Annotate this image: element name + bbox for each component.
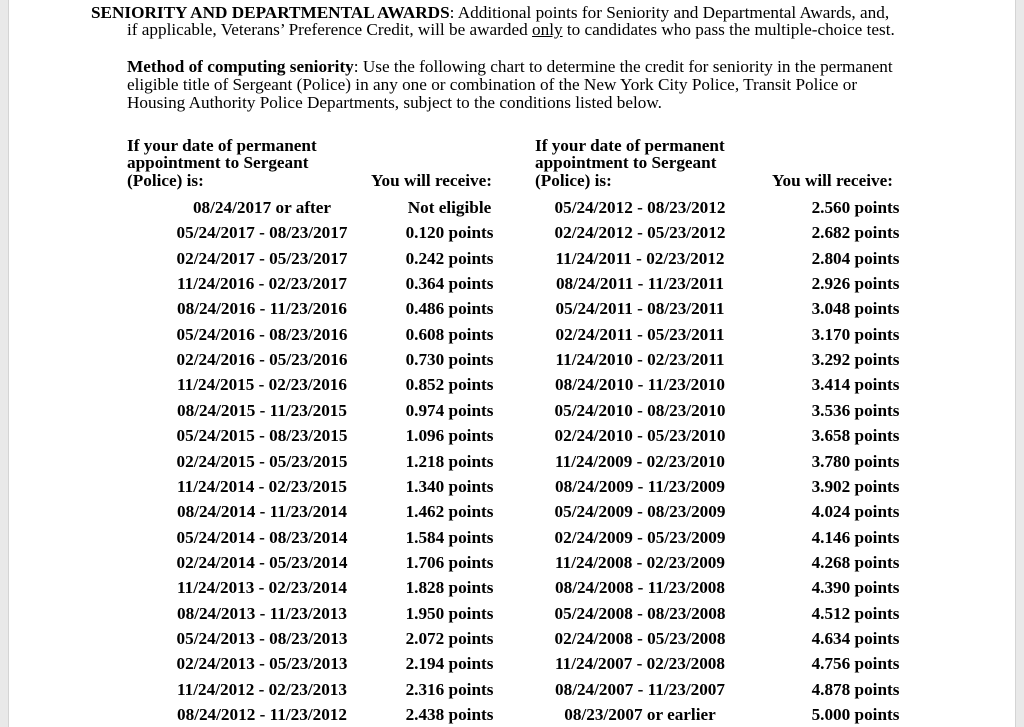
method-line1-text: : Use the following chart to determine the credit for seniority in the permanent	[353, 57, 893, 76]
right-points-cell: 4.756 points	[811, 654, 900, 674]
right-date-header-line2: appointment to Sergeant	[535, 153, 717, 172]
left-points-cell: 0.486 points	[405, 299, 494, 319]
right-points-cell: 3.658 points	[811, 426, 900, 446]
right-date-range-cell: 11/24/2011 - 02/23/2012	[555, 248, 725, 268]
awards-heading: SENIORITY AND DEPARTMENTAL AWARDS	[91, 3, 450, 22]
right-points-cell: 2.926 points	[811, 274, 900, 294]
method-paragraph-line1	[127, 58, 893, 76]
right-points-cell: 3.170 points	[811, 324, 900, 344]
right-date-range-cell: 11/24/2009 - 02/23/2010	[555, 451, 725, 471]
left-date-range-cell: 08/24/2012 - 11/23/2012	[177, 705, 347, 724]
right-date-range-cell: 08/24/2011 - 11/23/2011	[555, 274, 725, 294]
left-date-range-cell: 11/24/2016 - 02/23/2017	[177, 274, 347, 294]
right-date-range-cell: 08/24/2007 - 11/23/2007	[555, 679, 725, 699]
right-date-range-cell: 05/24/2009 - 08/23/2009	[554, 502, 726, 522]
left-points-cell: 0.974 points	[405, 400, 494, 420]
right-points-cell: 2.560 points	[811, 198, 900, 217]
left-points-cell: 0.242 points	[405, 248, 494, 268]
left-date-range-cell: 02/24/2017 - 05/23/2017	[176, 248, 348, 268]
right-points-header: You will receive:	[772, 171, 893, 190]
left-date-range-cell: 05/24/2016 - 08/23/2016	[176, 324, 348, 344]
left-date-range-cell: 08/24/2016 - 11/23/2016	[177, 299, 347, 319]
right-points-cell: 3.414 points	[811, 375, 900, 395]
right-date-range-cell: 08/24/2008 - 11/23/2008	[555, 578, 725, 598]
left-points-cell: 1.096 points	[405, 426, 494, 446]
left-date-range-cell: 08/24/2013 - 11/23/2013	[177, 603, 347, 623]
right-points-cell: 3.780 points	[811, 451, 900, 471]
right-date-range-cell: 02/24/2011 - 05/23/2011	[555, 324, 725, 344]
left-date-range-cell: 02/24/2016 - 05/23/2016	[176, 350, 348, 370]
left-points-cell: 2.438 points	[405, 705, 494, 724]
left-points-header: You will receive:	[371, 171, 492, 190]
left-date-range-cell: 02/24/2015 - 05/23/2015	[176, 451, 348, 471]
awards-line2-before: if applicable, Veterans’ Preference Credit, will be awarded	[127, 20, 532, 39]
left-points-cell: 2.316 points	[405, 679, 494, 699]
right-date-range-cell: 11/24/2007 - 02/23/2008	[555, 654, 725, 674]
right-points-cell: 5.000 points	[811, 705, 900, 724]
right-points-cell: 2.804 points	[811, 248, 900, 268]
left-points-cell: 1.218 points	[405, 451, 494, 471]
right-date-range-cell: 05/24/2008 - 08/23/2008	[554, 603, 726, 623]
awards-only-underlined: only	[532, 20, 563, 39]
left-date-range-cell: 05/24/2013 - 08/23/2013	[176, 628, 348, 648]
left-date-range-cell: 11/24/2012 - 02/23/2013	[177, 679, 347, 699]
right-points-cell: 4.146 points	[811, 527, 900, 547]
right-points-cell: 3.048 points	[811, 299, 900, 319]
right-date-range-cell: 02/24/2009 - 05/23/2009	[554, 527, 726, 547]
right-date-range-cell: 02/24/2012 - 05/23/2012	[554, 223, 726, 243]
left-points-cell: 0.120 points	[405, 223, 494, 243]
left-points-cell: Not eligible	[407, 198, 492, 217]
right-date-range-cell: 08/23/2007 or earlier	[564, 705, 716, 724]
right-points-cell: 3.902 points	[811, 476, 900, 496]
right-date-range-cell: 08/24/2009 - 11/23/2009	[555, 476, 725, 496]
left-points-cell: 1.706 points	[405, 552, 494, 572]
left-date-range-cell: 08/24/2017 or after	[192, 198, 332, 217]
left-date-range-cell: 05/24/2015 - 08/23/2015	[176, 426, 348, 446]
left-points-cell: 2.072 points	[405, 628, 494, 648]
right-points-cell: 4.878 points	[811, 679, 900, 699]
awards-text: : Additional points for Seniority and Departmental Awards, and,	[449, 3, 890, 22]
left-points-cell: 2.194 points	[405, 654, 494, 674]
left-date-range-cell: 08/24/2014 - 11/23/2014	[177, 502, 347, 522]
left-date-range-cell: 02/24/2014 - 05/23/2014	[176, 552, 348, 572]
left-points-cell: 1.462 points	[405, 502, 494, 522]
right-date-range-cell: 11/24/2008 - 02/23/2009	[555, 552, 725, 572]
right-date-range-cell: 05/24/2012 - 08/23/2012	[554, 198, 726, 217]
right-date-range-cell: 05/24/2011 - 08/23/2011	[555, 299, 725, 319]
left-points-cell: 1.950 points	[405, 603, 494, 623]
awards-paragraph-line2	[127, 21, 895, 39]
right-points-cell: 4.390 points	[811, 578, 900, 598]
right-date-header-line1: If your date of permanent	[535, 136, 725, 155]
left-date-range-cell: 02/24/2013 - 05/23/2013	[176, 654, 348, 674]
right-points-cell: 4.634 points	[811, 628, 900, 648]
left-date-range-cell: 11/24/2015 - 02/23/2016	[177, 375, 347, 395]
right-date-range-cell: 08/24/2010 - 11/23/2010	[555, 375, 725, 395]
right-points-cell: 4.024 points	[811, 502, 900, 522]
left-points-cell: 0.364 points	[405, 274, 494, 294]
method-paragraph-line2: eligible title of Sergeant (Police) in any one or combination of the New York City Police, Transit Police or	[127, 75, 858, 94]
right-date-header-line3: (Police) is:	[535, 171, 612, 190]
left-points-cell: 1.340 points	[405, 476, 494, 496]
left-date-range-cell: 05/24/2017 - 08/23/2017	[176, 223, 348, 243]
left-date-range-cell: 05/24/2014 - 08/23/2014	[176, 527, 348, 547]
left-points-cell: 0.730 points	[405, 350, 494, 370]
right-points-cell: 2.682 points	[811, 223, 900, 243]
right-points-cell: 4.268 points	[811, 552, 900, 572]
awards-line2-after: to candidates who pass the multiple-choice test.	[562, 20, 895, 39]
left-points-cell: 0.608 points	[405, 324, 494, 344]
right-date-range-cell: 11/24/2010 - 02/23/2011	[555, 350, 725, 370]
left-date-header-line1: If your date of permanent	[127, 136, 317, 155]
right-date-range-cell: 05/24/2010 - 08/23/2010	[554, 400, 726, 420]
method-paragraph-line3: Housing Authority Police Departments, subject to the conditions listed below.	[127, 93, 662, 112]
left-date-range-cell: 11/24/2014 - 02/23/2015	[177, 476, 347, 496]
method-heading: Method of computing seniority	[127, 57, 354, 76]
right-points-cell: 4.512 points	[811, 603, 900, 623]
left-date-range-cell: 08/24/2015 - 11/23/2015	[177, 400, 347, 420]
left-date-header-line2: appointment to Sergeant	[127, 153, 309, 172]
right-points-cell: 3.292 points	[811, 350, 900, 370]
left-points-cell: 1.828 points	[405, 578, 494, 598]
right-date-range-cell: 02/24/2008 - 05/23/2008	[554, 628, 726, 648]
right-points-cell: 3.536 points	[811, 400, 900, 420]
left-points-cell: 1.584 points	[405, 527, 494, 547]
left-date-header-line3: (Police) is:	[127, 171, 204, 190]
right-date-range-cell: 02/24/2010 - 05/23/2010	[554, 426, 726, 446]
left-points-cell: 0.852 points	[405, 375, 494, 395]
left-date-range-cell: 11/24/2013 - 02/23/2014	[177, 578, 347, 598]
